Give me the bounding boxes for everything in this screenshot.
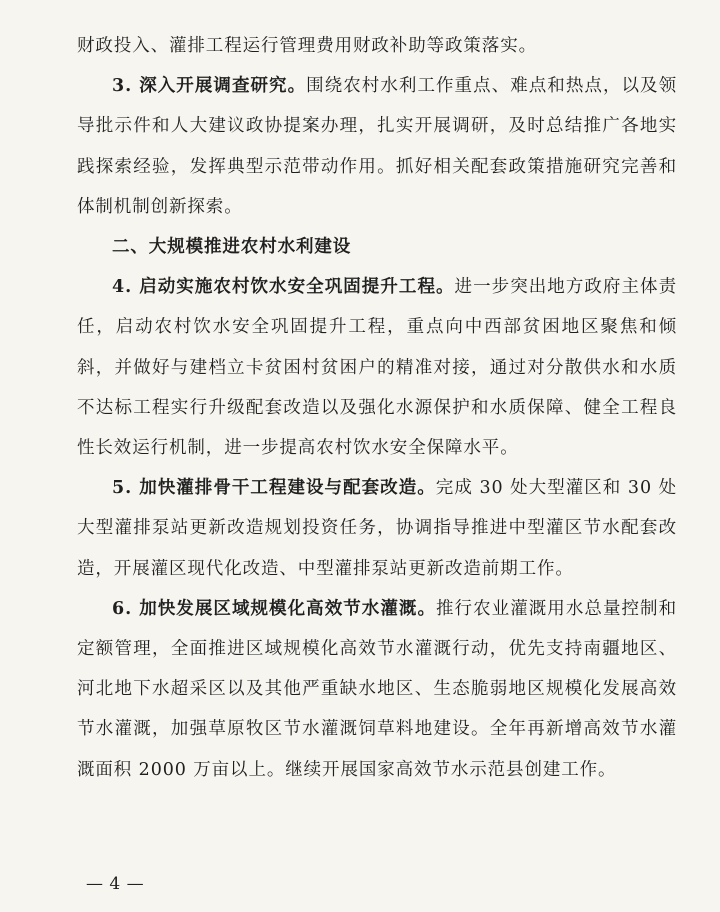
document-body [77, 26, 677, 790]
section-heading: 二、大规模推进农村水利建设 [112, 237, 352, 258]
paragraph-text: 财政投入、灌排工程运行管理费用财政补助等政策落实。 [77, 36, 537, 56]
paragraph-item-3 [77, 66, 677, 227]
paragraph-text: 推行农业灌溉用水总量控制和定额管理，全面推进区域规模化高效节水灌溉行动，优先支持南疆地区、河北地下水超采区以及其他严重缺水地区、生态脆弱地区规模化发展高效节水灌溉，加强草原牧区节水灌溉饲草料地建设。全年再新增高效节水灌溉面积 2000 万亩以上。继续开展国家高效节水示范县创建工作。 [77, 598, 677, 780]
paragraph-lead: 4. 启动实施农村饮水安全巩固提升工程。 [112, 277, 455, 298]
paragraph-lead: 6. 加快发展区域规模化高效节水灌溉。 [112, 598, 436, 619]
paragraph-text: 完成 30 处大型灌区和 30 处大型灌排泵站更新改造规划投资任务，协调指导推进中型灌区节水配套改造，开展灌区现代化改造、中型灌排泵站更新改造前期工作。 [77, 478, 677, 579]
paragraph-item-5 [77, 468, 677, 589]
paragraph-text: 围绕农村水利工作重点、难点和热点，以及领导批示件和人大建议政协提案办理，扎实开展调研，及时总结推广各地实践探索经验，发挥典型示范带动作用。抓好相关配套政策措施研究完善和体制机制创新探索。 [77, 76, 677, 217]
paragraph-lead: 5. 加快灌排骨干工程建设与配套改造。 [112, 478, 436, 499]
paragraph-text: 进一步突出地方政府主体责任，启动农村饮水安全巩固提升工程，重点向中西部贫困地区聚焦和倾斜，并做好与建档立卡贫困村贫困户的精准对接，通过对分散供水和水质不达标工程实行升级配套改造以及强化水源保护和水质保障、健全工程良性长效运行机制，进一步提高农村饮水安全保障水平。 [77, 277, 677, 459]
paragraph-item-4 [77, 267, 677, 468]
paragraph-policy-continuation [77, 26, 677, 66]
paragraph-item-6 [77, 589, 677, 790]
paragraph-lead: 3. 深入开展调查研究。 [112, 76, 307, 97]
page-number: — 4 — [86, 874, 145, 894]
